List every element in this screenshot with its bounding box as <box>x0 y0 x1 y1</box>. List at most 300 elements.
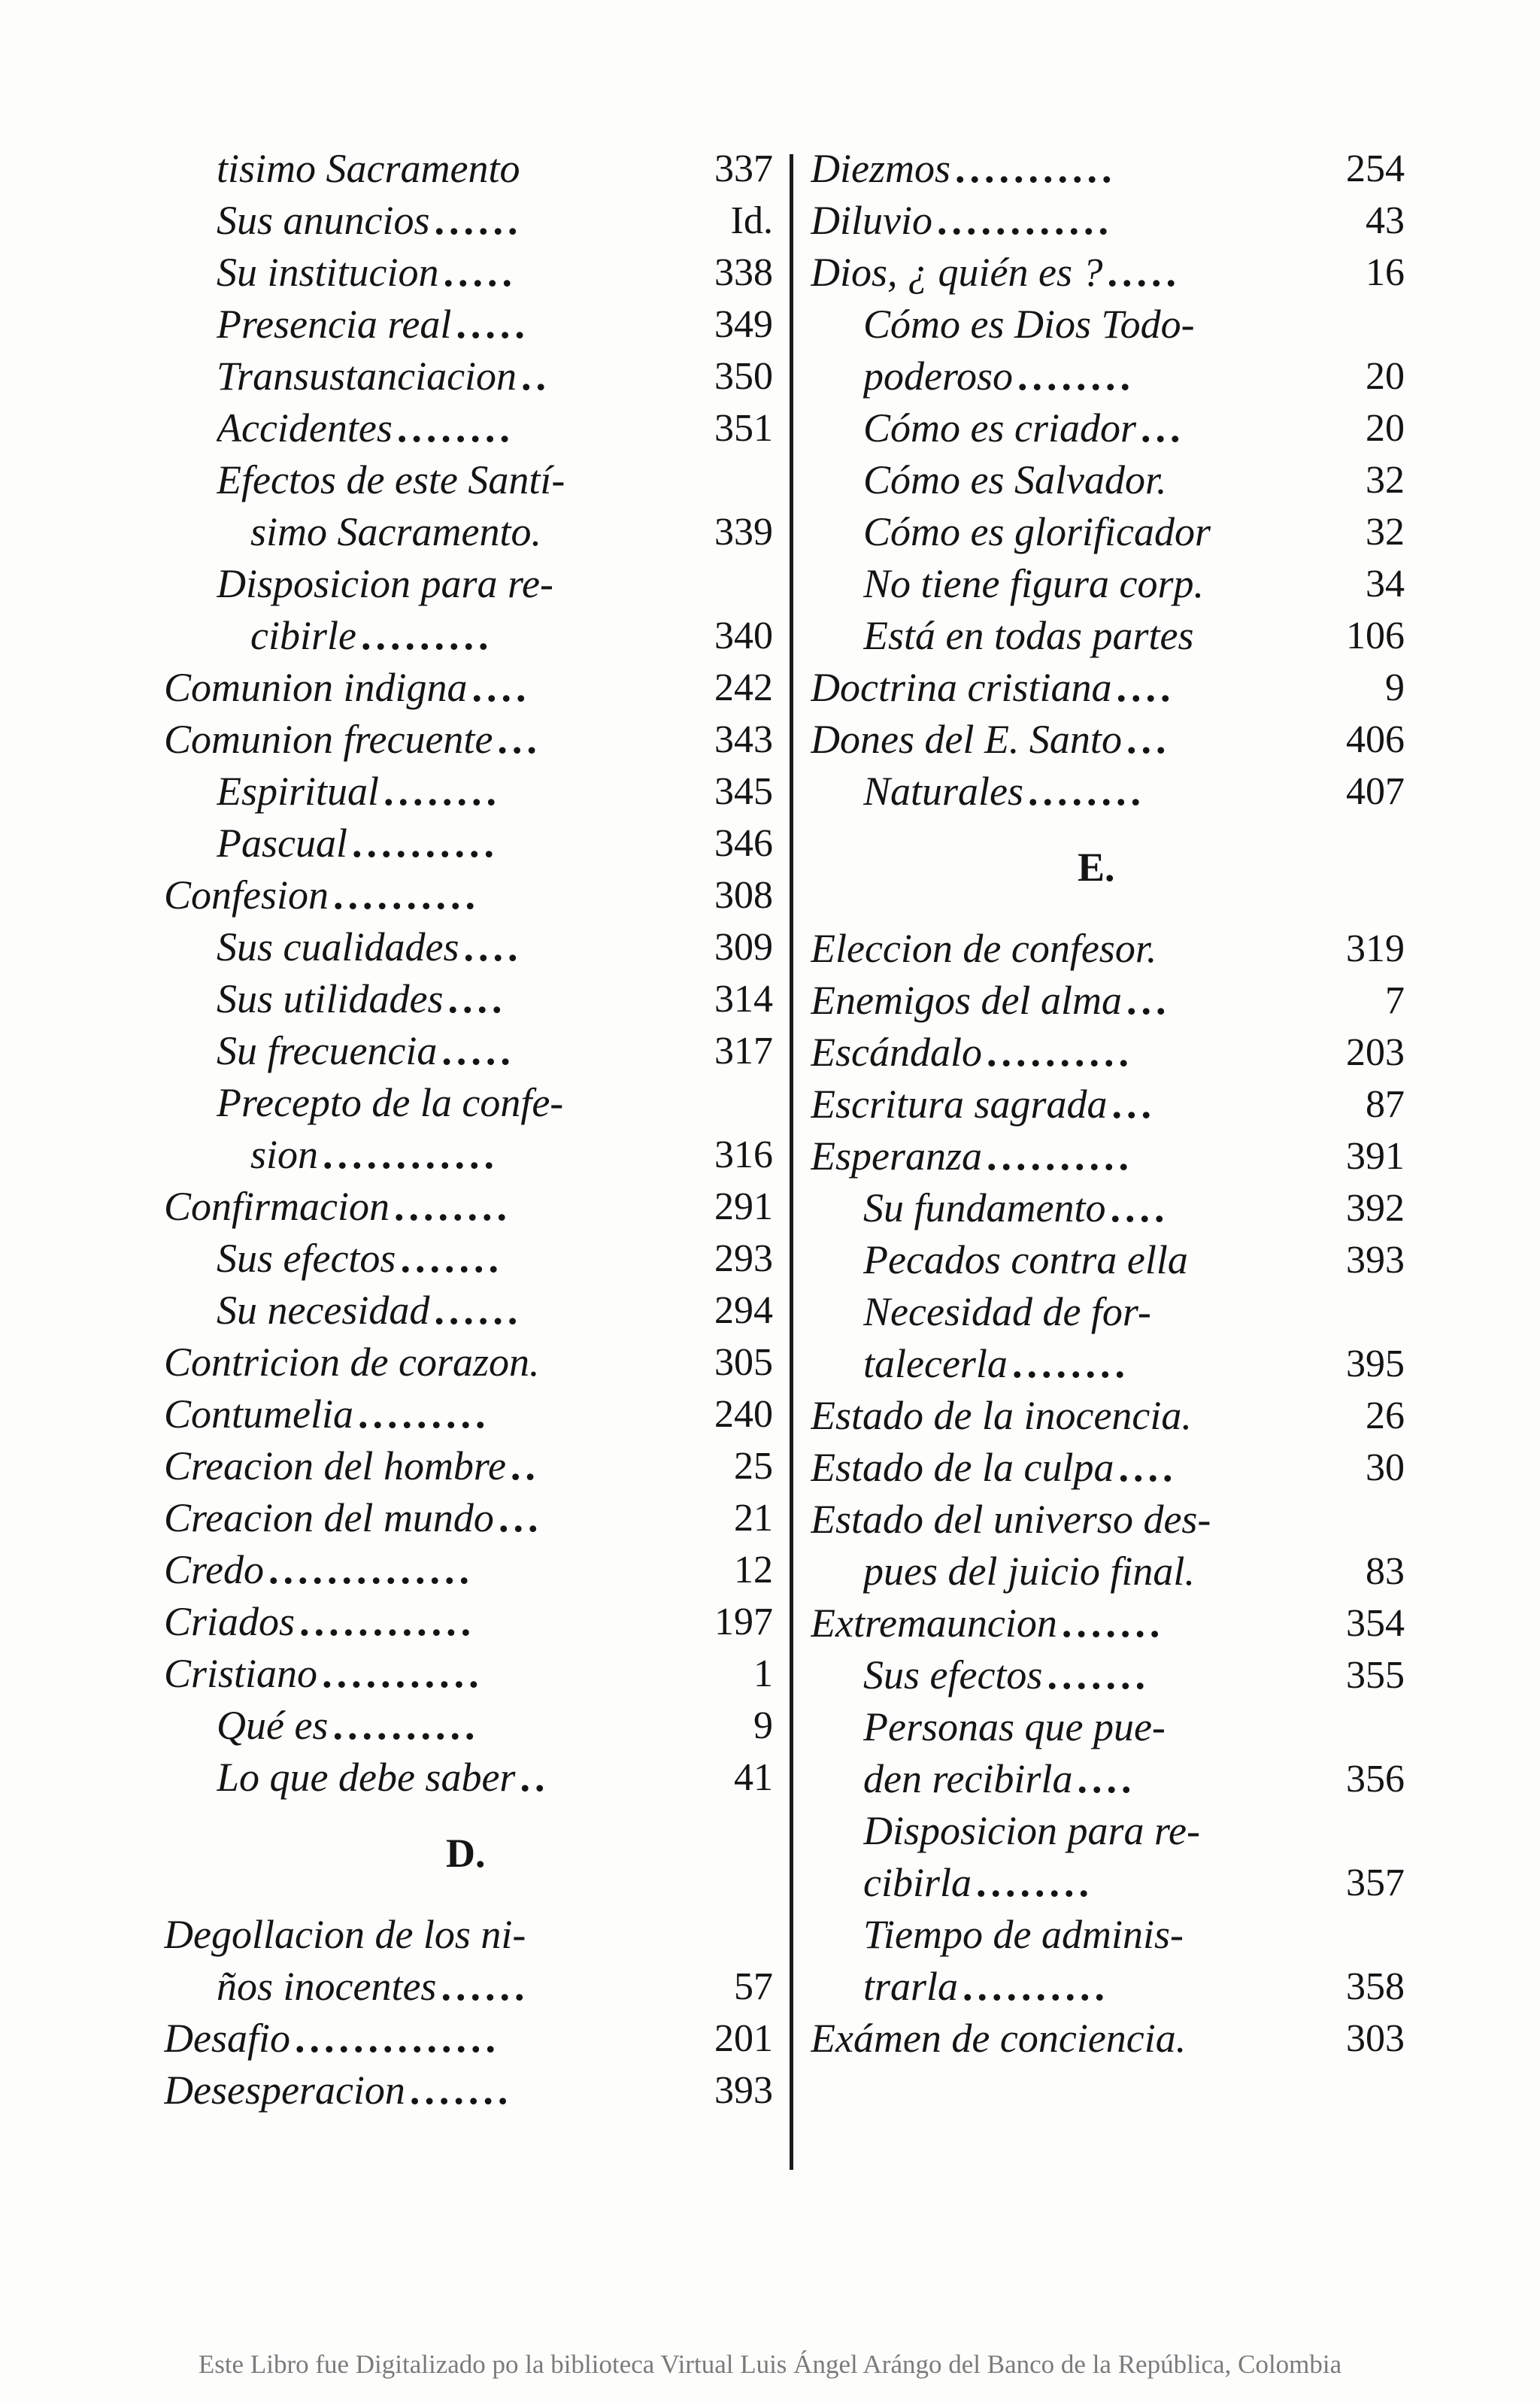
entry-text: Escándalo <box>811 1030 982 1075</box>
index-entry <box>164 1492 773 1544</box>
entry-text: Eleccion de confesor. <box>811 926 1157 971</box>
entry-label <box>164 1596 668 1648</box>
entry-text: pues del juicio final. <box>863 1549 1195 1594</box>
entry-label <box>164 1492 668 1544</box>
index-entry <box>164 558 773 610</box>
page-number: 32 <box>1366 511 1405 554</box>
right-entries-block2 <box>811 923 1405 2065</box>
index-entry <box>164 1752 773 1804</box>
entry-label <box>863 1701 1299 1753</box>
leader-dots: .... <box>1077 1756 1136 1801</box>
entry-label <box>164 1909 668 1961</box>
entry-text: Estado de la culpa <box>811 1445 1114 1490</box>
left-column <box>164 143 773 2116</box>
index-entry <box>811 1130 1405 1182</box>
entry-label <box>217 1752 668 1804</box>
entry-label <box>863 299 1299 350</box>
entry-label <box>863 506 1299 558</box>
page-number: 314 <box>714 978 773 1021</box>
entry-label <box>217 1233 668 1285</box>
page-number: 346 <box>714 822 773 865</box>
leader-dots: .. <box>521 353 551 399</box>
leader-dots: ............ <box>936 198 1113 243</box>
index-entry <box>811 714 1405 766</box>
leader-dots: ....... <box>1047 1652 1150 1698</box>
index-entry <box>811 975 1405 1027</box>
entry-label <box>217 1077 668 1129</box>
page-number: 34 <box>1366 563 1405 605</box>
entry-text: Sus cualidades <box>217 924 459 969</box>
section-heading-e <box>811 818 1405 923</box>
entry-label <box>863 1182 1299 1234</box>
entry-text: Dios, ¿ quién es ? <box>811 250 1103 295</box>
page-number: 317 <box>714 1030 773 1073</box>
entry-text: Efectos de este Santí- <box>217 457 565 502</box>
entry-text: Precepto de la confe- <box>217 1080 564 1125</box>
entry-text: Cristiano <box>164 1651 318 1696</box>
left-entries-block2 <box>164 1909 773 2116</box>
page-number: 32 <box>1366 459 1405 502</box>
entry-label <box>164 2013 668 2065</box>
page-number: 41 <box>734 1756 773 1799</box>
entry-text: Criados <box>164 1599 296 1644</box>
entry-text: Estado del universo des- <box>811 1497 1211 1542</box>
page-number: 87 <box>1366 1083 1405 1126</box>
index-entry <box>811 1597 1405 1649</box>
leader-dots: .............. <box>295 2016 500 2061</box>
index-entry <box>811 1442 1405 1494</box>
entry-label <box>863 1649 1299 1701</box>
leader-dots: ......... <box>360 613 493 658</box>
entry-text: Presencia real <box>217 302 452 347</box>
index-entry <box>164 818 773 869</box>
page-number: 26 <box>1366 1394 1405 1437</box>
entry-text: Desesperacion <box>164 2068 405 2113</box>
entry-text: Dones del E. Santo <box>811 717 1122 762</box>
page-number: 357 <box>1346 1861 1405 1904</box>
page-number: 242 <box>714 666 773 709</box>
page-number: 20 <box>1366 407 1405 450</box>
entry-label <box>217 1285 668 1337</box>
index-entry <box>164 195 773 247</box>
index-entry <box>811 610 1405 662</box>
entry-text: ños inocentes <box>217 1964 437 2009</box>
entry-text: Desafio <box>164 2016 290 2061</box>
index-entry <box>164 1388 773 1440</box>
index-entry <box>811 1338 1405 1390</box>
page-number: 355 <box>1346 1654 1405 1697</box>
index-entry <box>164 973 773 1025</box>
page-number: 12 <box>734 1549 773 1591</box>
leader-dots: ........... <box>322 1651 484 1696</box>
index-entry <box>811 1079 1405 1130</box>
entry-label <box>811 1130 1299 1182</box>
page-number: 406 <box>1346 718 1405 761</box>
entry-label <box>217 921 668 973</box>
index-entry <box>164 454 773 506</box>
entry-text: Doctrina cristiana <box>811 665 1112 710</box>
index-entry <box>811 1649 1405 1701</box>
entry-label <box>863 1546 1299 1597</box>
entry-text: Extremauncion <box>811 1600 1057 1646</box>
section-heading-d <box>164 1804 773 1909</box>
index-entry <box>164 1700 773 1752</box>
entry-text: Lo que debe saber <box>217 1755 516 1800</box>
leader-dots: ........ <box>394 1184 512 1229</box>
entry-label <box>250 610 668 662</box>
page-number: 43 <box>1366 199 1405 242</box>
leader-dots: ..... <box>441 1028 515 1073</box>
index-entry <box>811 1390 1405 1442</box>
entry-label <box>811 1494 1299 1546</box>
leader-dots: .... <box>447 976 507 1021</box>
entry-label <box>164 1544 668 1596</box>
leader-dots: .. <box>520 1755 550 1800</box>
index-entry <box>164 1181 773 1233</box>
entry-label <box>863 1805 1299 1857</box>
index-entry <box>811 506 1405 558</box>
page-number: 305 <box>714 1341 773 1384</box>
page-number: 337 <box>714 147 773 190</box>
entry-label <box>164 869 668 921</box>
leader-dots: .......... <box>986 1030 1133 1075</box>
index-entry <box>811 1857 1405 1909</box>
page-number: 201 <box>714 2017 773 2060</box>
entry-text: Su fundamento <box>863 1185 1106 1230</box>
index-entry <box>164 402 773 454</box>
entry-label <box>811 195 1299 247</box>
entry-label <box>863 558 1299 610</box>
entry-text: cibirla <box>863 1860 972 1905</box>
leader-dots: .... <box>1110 1185 1169 1230</box>
entry-text: Confirmacion <box>164 1184 390 1229</box>
entry-text: Sus utilidades <box>217 976 444 1021</box>
index-entry <box>811 1805 1405 1857</box>
entry-text: Comunion frecuente <box>164 717 493 762</box>
page-number: 354 <box>1346 1602 1405 1645</box>
entry-text: Personas que pue- <box>863 1704 1166 1749</box>
leader-dots: ....... <box>1061 1600 1165 1646</box>
page-number: 407 <box>1346 770 1405 813</box>
page-number: 338 <box>714 251 773 294</box>
index-entry <box>164 869 773 921</box>
index-entry <box>164 1233 773 1285</box>
leader-dots: .... <box>463 924 523 969</box>
entry-label <box>217 247 668 299</box>
leader-dots: .... <box>1116 665 1175 710</box>
index-entry <box>164 610 773 662</box>
entry-label <box>164 1440 668 1492</box>
page-number: 20 <box>1366 355 1405 398</box>
index-entry <box>811 350 1405 402</box>
index-entry <box>811 247 1405 299</box>
section-heading-e-text: E. <box>1078 845 1115 890</box>
entry-label <box>217 299 668 350</box>
page-number: 21 <box>734 1497 773 1540</box>
entry-label <box>811 714 1299 766</box>
index-entry <box>811 402 1405 454</box>
entry-text: Contricion de corazon. <box>164 1340 540 1385</box>
entry-label <box>217 1700 668 1752</box>
entry-text: Sus efectos <box>863 1652 1043 1698</box>
entry-label <box>217 1025 668 1077</box>
entry-label <box>863 766 1299 818</box>
index-entry <box>164 1077 773 1129</box>
leader-dots: ........ <box>1017 353 1135 399</box>
entry-text: Pascual <box>217 821 347 866</box>
index-entry <box>811 1494 1405 1546</box>
entry-label <box>811 1442 1299 1494</box>
entry-label <box>811 1079 1299 1130</box>
page-number: 30 <box>1366 1446 1405 1489</box>
leader-dots: .............. <box>268 1547 474 1592</box>
index-entry <box>164 1596 773 1648</box>
page-number: 83 <box>1366 1550 1405 1593</box>
leader-dots: ...... <box>441 1964 529 2009</box>
index-entry <box>164 1337 773 1388</box>
index-entry <box>811 766 1405 818</box>
entry-label <box>863 1857 1299 1909</box>
leader-dots: .... <box>1118 1445 1178 1490</box>
entry-text: Qué es <box>217 1703 329 1748</box>
entry-label <box>164 1648 668 1700</box>
index-entry <box>164 350 773 402</box>
index-entry <box>811 1961 1405 2013</box>
index-entry <box>164 2065 773 2116</box>
page-number: 391 <box>1346 1135 1405 1178</box>
page-number: 393 <box>1346 1239 1405 1282</box>
entry-text: Cómo es Dios Todo- <box>863 302 1195 347</box>
entry-label <box>164 1181 668 1233</box>
page-number: 395 <box>1346 1343 1405 1385</box>
entry-text: Está en todas partes <box>863 613 1194 658</box>
page-number: Id. <box>730 199 773 242</box>
entry-label <box>863 1338 1299 1390</box>
entry-text: Sus anuncios <box>217 198 430 243</box>
entry-label <box>217 818 668 869</box>
index-entry <box>164 1648 773 1700</box>
entry-text: Enemigos del alma <box>811 978 1122 1023</box>
leader-dots: .. <box>510 1443 540 1488</box>
entry-label <box>811 923 1299 975</box>
leader-dots: ...... <box>434 1288 523 1333</box>
entry-text: sion <box>250 1132 319 1177</box>
entry-label <box>164 714 668 766</box>
column-divider <box>790 154 793 2170</box>
entry-text: No tiene figura corp. <box>863 561 1204 606</box>
leader-dots: .......... <box>333 872 480 918</box>
page-number: 308 <box>714 874 773 917</box>
entry-label <box>217 195 668 247</box>
page-number: 7 <box>1385 979 1405 1022</box>
leader-dots: ..... <box>443 250 517 295</box>
leader-dots: ............ <box>299 1599 476 1644</box>
entry-text: Confesion <box>164 872 329 918</box>
leader-dots: ............ <box>323 1132 499 1177</box>
entry-label <box>217 558 668 610</box>
index-entry <box>811 662 1405 714</box>
index-entry <box>811 923 1405 975</box>
page-number: 309 <box>714 926 773 969</box>
page-number: 393 <box>714 2069 773 2112</box>
entry-label <box>164 2065 668 2116</box>
entry-text: Necesidad de for- <box>863 1289 1151 1334</box>
entry-text: poderoso <box>863 353 1013 399</box>
leader-dots: ... <box>1111 1082 1157 1127</box>
leader-dots: .......... <box>332 1703 480 1748</box>
index-entry <box>811 1027 1405 1079</box>
entry-label <box>217 973 668 1025</box>
page-number: 294 <box>714 1289 773 1332</box>
entry-text: Comunion indigna <box>164 665 468 710</box>
section-heading-d-text: D. <box>446 1831 486 1876</box>
entry-text: trarla <box>863 1964 959 2009</box>
index-entry <box>164 1129 773 1181</box>
entry-text: Su institucion <box>217 250 439 295</box>
leader-dots: ........ <box>383 769 502 814</box>
entry-label <box>863 1961 1299 2013</box>
leader-dots: ....... <box>400 1236 503 1281</box>
page-number: 57 <box>734 1965 773 2008</box>
entry-label <box>164 1337 668 1388</box>
entry-label <box>811 662 1299 714</box>
page-number: 316 <box>714 1133 773 1176</box>
index-entry <box>811 1701 1405 1753</box>
leader-dots: .......... <box>987 1133 1133 1179</box>
index-entry <box>164 2013 773 2065</box>
entry-label <box>217 1961 668 2013</box>
entry-text: Credo <box>164 1547 264 1592</box>
entry-text: Disposicion para re- <box>217 561 553 606</box>
entry-text: Naturales <box>863 769 1024 814</box>
entry-label <box>811 1597 1299 1649</box>
index-entry <box>164 143 773 195</box>
page-number: 358 <box>1346 1965 1405 2008</box>
leader-dots: .......... <box>351 821 499 866</box>
index-entry <box>164 921 773 973</box>
entry-label <box>863 454 1299 506</box>
page-number: 351 <box>714 407 773 450</box>
page-number: 203 <box>1346 1031 1405 1074</box>
entry-text: Cómo es glorificador <box>863 509 1211 554</box>
left-entries-block1 <box>164 143 773 1804</box>
leader-dots: ........ <box>396 405 514 451</box>
page-number: 340 <box>714 614 773 657</box>
page-number: 293 <box>714 1237 773 1280</box>
page-number: 9 <box>1385 666 1405 709</box>
entry-text: Transustanciacion <box>217 353 517 399</box>
leader-dots: ........ <box>976 1860 1093 1905</box>
entry-label <box>811 975 1299 1027</box>
leader-dots: ......... <box>358 1391 490 1437</box>
index-entry <box>811 1286 1405 1338</box>
entry-text: den recibirla <box>863 1756 1073 1801</box>
page-number: 349 <box>714 303 773 346</box>
entry-text: Accidentes <box>217 405 393 451</box>
entry-text: Diluvio <box>811 198 932 243</box>
page-number: 9 <box>753 1704 773 1747</box>
index-entry <box>164 1544 773 1596</box>
page-number: 197 <box>714 1600 773 1643</box>
page-number: 350 <box>714 355 773 398</box>
leader-dots: ... <box>1126 717 1171 762</box>
entry-label <box>164 1388 668 1440</box>
entry-text: Diezmos <box>811 146 950 191</box>
leader-dots: ... <box>498 1495 543 1540</box>
entry-text: Su frecuencia <box>217 1028 438 1073</box>
entry-label <box>217 402 668 454</box>
index-entry <box>811 1909 1405 1961</box>
page-number: 392 <box>1346 1187 1405 1230</box>
entry-label <box>811 143 1299 195</box>
index-entry <box>164 766 773 818</box>
entry-text: cibirle <box>250 613 356 658</box>
page-number: 303 <box>1346 2017 1405 2060</box>
entry-label <box>164 662 668 714</box>
entry-label <box>250 1129 668 1181</box>
index-entry <box>811 1234 1405 1286</box>
page-number: 254 <box>1346 147 1405 190</box>
page-number: 345 <box>714 770 773 813</box>
leader-dots: .......... <box>962 1964 1110 2009</box>
entry-label <box>811 1027 1299 1079</box>
entry-label <box>811 247 1299 299</box>
index-entry <box>164 1285 773 1337</box>
entry-text: Creacion del mundo <box>164 1495 494 1540</box>
entry-text: Estado de la inocencia. <box>811 1393 1192 1438</box>
leader-dots: .... <box>471 665 531 710</box>
index-entry <box>811 1753 1405 1805</box>
page-number: 1 <box>753 1652 773 1695</box>
leader-dots: ..... <box>456 302 529 347</box>
entry-text: Tiempo de adminis- <box>863 1912 1184 1957</box>
entry-label <box>863 402 1299 454</box>
entry-text: Cómo es criador <box>863 405 1136 451</box>
entry-text: tisimo Sacramento <box>217 146 520 191</box>
leader-dots: ... <box>497 717 541 762</box>
page-number: 343 <box>714 718 773 761</box>
entry-text: simo Sacramento. <box>250 509 541 554</box>
entry-text: Degollacion de los ni- <box>164 1912 526 1957</box>
index-entry <box>811 2013 1405 2065</box>
entry-text: Espiritual <box>217 769 380 814</box>
page-number: 319 <box>1346 927 1405 970</box>
entry-text: Escritura sagrada <box>811 1082 1108 1127</box>
index-entry <box>164 247 773 299</box>
index-entry <box>164 1440 773 1492</box>
digitization-footer: Este Libro fue Digitalizado po la biblioteca Virtual Luis Ángel Arángo del Banco de la República, Colombia <box>198 2350 1342 2379</box>
entry-text: talecerla <box>863 1341 1008 1386</box>
entry-text: Contumelia <box>164 1391 353 1437</box>
leader-dots: ........ <box>1028 769 1146 814</box>
index-entry <box>164 1025 773 1077</box>
entry-label <box>863 350 1299 402</box>
index-entry <box>811 1182 1405 1234</box>
entry-label <box>217 350 668 402</box>
entry-text: Cómo es Salvador. <box>863 457 1167 502</box>
index-entry <box>164 714 773 766</box>
page-number: 356 <box>1346 1758 1405 1801</box>
leader-dots: ... <box>1141 405 1185 451</box>
index-entry <box>164 299 773 350</box>
leader-dots: ........... <box>955 146 1117 191</box>
index-entry <box>164 662 773 714</box>
index-entry <box>811 558 1405 610</box>
right-column <box>811 143 1405 2065</box>
entry-label <box>863 1753 1299 1805</box>
entry-text: Creacion del hombre <box>164 1443 506 1488</box>
entry-label <box>863 1909 1299 1961</box>
